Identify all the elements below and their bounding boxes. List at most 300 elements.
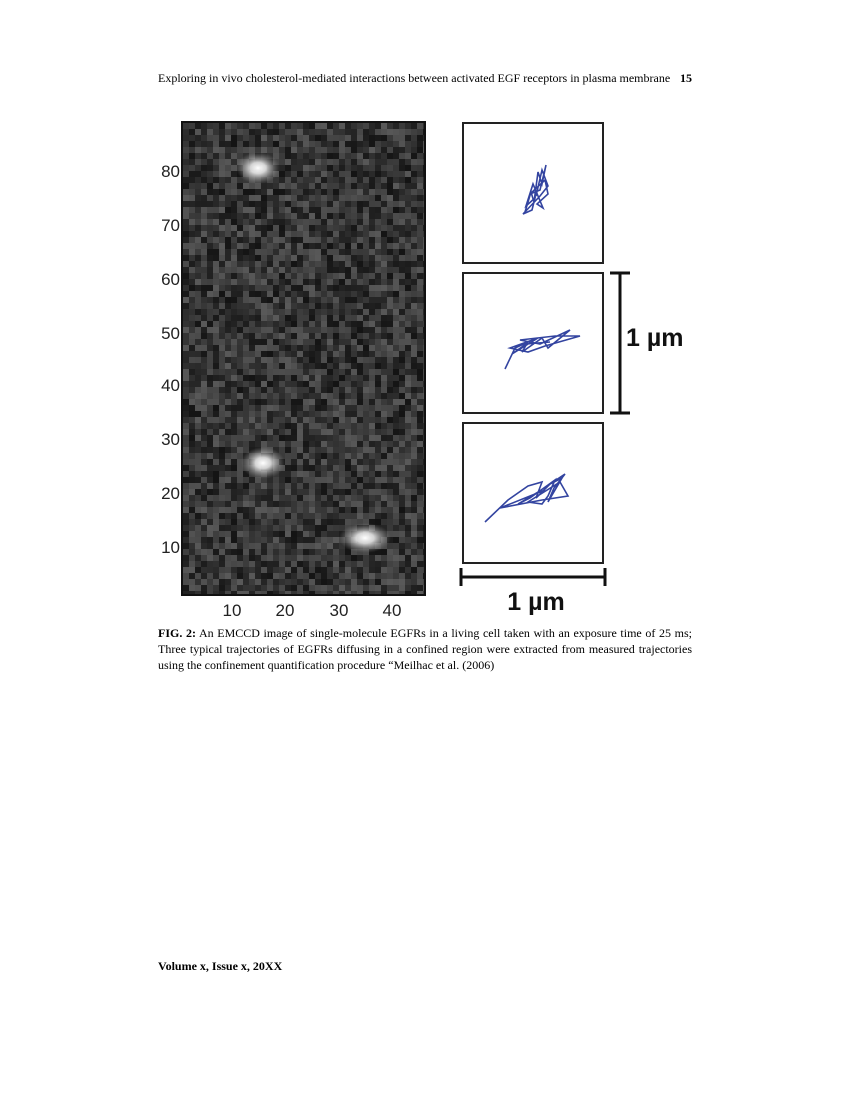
image-pixel bbox=[225, 567, 231, 573]
image-pixel bbox=[321, 375, 327, 381]
image-pixel bbox=[375, 357, 381, 363]
image-pixel bbox=[297, 327, 303, 333]
image-pixel bbox=[375, 339, 381, 345]
image-pixel bbox=[201, 183, 207, 189]
image-pixel bbox=[393, 399, 399, 405]
image-pixel bbox=[327, 507, 333, 513]
image-pixel bbox=[297, 453, 303, 459]
image-pixel bbox=[279, 123, 285, 129]
image-pixel bbox=[423, 537, 424, 543]
image-pixel bbox=[183, 465, 189, 471]
image-pixel bbox=[303, 537, 309, 543]
image-pixel bbox=[303, 345, 309, 351]
image-pixel bbox=[201, 225, 207, 231]
image-pixel bbox=[399, 567, 405, 573]
image-pixel bbox=[417, 495, 423, 501]
image-pixel bbox=[423, 555, 424, 561]
image-pixel bbox=[369, 225, 375, 231]
image-pixel bbox=[237, 591, 243, 594]
image-pixel bbox=[201, 417, 207, 423]
image-pixel bbox=[369, 219, 375, 225]
image-pixel bbox=[273, 189, 279, 195]
image-pixel bbox=[375, 453, 381, 459]
image-pixel bbox=[399, 543, 405, 549]
image-pixel bbox=[399, 327, 405, 333]
image-pixel bbox=[195, 303, 201, 309]
image-pixel bbox=[381, 357, 387, 363]
image-pixel bbox=[189, 303, 195, 309]
image-pixel bbox=[249, 531, 255, 537]
image-pixel bbox=[231, 441, 237, 447]
image-pixel bbox=[183, 573, 189, 579]
image-pixel bbox=[411, 375, 417, 381]
image-pixel bbox=[243, 321, 249, 327]
image-pixel bbox=[285, 345, 291, 351]
image-pixel bbox=[201, 543, 207, 549]
image-pixel bbox=[405, 147, 411, 153]
image-pixel bbox=[225, 363, 231, 369]
image-pixel bbox=[375, 435, 381, 441]
image-pixel bbox=[375, 177, 381, 183]
image-pixel bbox=[267, 495, 273, 501]
image-pixel bbox=[321, 531, 327, 537]
figure-2 bbox=[150, 110, 700, 625]
image-pixel bbox=[231, 591, 237, 594]
image-pixel bbox=[321, 237, 327, 243]
image-pixel bbox=[315, 171, 321, 177]
image-pixel bbox=[321, 141, 327, 147]
image-pixel bbox=[387, 567, 393, 573]
image-pixel bbox=[267, 279, 273, 285]
image-pixel bbox=[357, 471, 363, 477]
image-pixel bbox=[291, 429, 297, 435]
image-pixel bbox=[333, 417, 339, 423]
image-pixel bbox=[189, 453, 195, 459]
image-pixel bbox=[219, 315, 225, 321]
image-pixel bbox=[279, 573, 285, 579]
image-pixel bbox=[189, 507, 195, 513]
image-pixel bbox=[291, 135, 297, 141]
image-pixel bbox=[411, 147, 417, 153]
image-pixel bbox=[363, 153, 369, 159]
image-pixel bbox=[387, 549, 393, 555]
image-pixel bbox=[405, 459, 411, 465]
image-pixel bbox=[351, 435, 357, 441]
image-pixel bbox=[279, 435, 285, 441]
image-pixel bbox=[291, 465, 297, 471]
image-pixel bbox=[273, 423, 279, 429]
image-pixel bbox=[237, 135, 243, 141]
image-pixel bbox=[201, 525, 207, 531]
image-pixel bbox=[243, 231, 249, 237]
image-pixel bbox=[279, 525, 285, 531]
image-pixel bbox=[381, 387, 387, 393]
image-pixel bbox=[273, 267, 279, 273]
image-pixel bbox=[315, 381, 321, 387]
image-pixel bbox=[243, 147, 249, 153]
image-pixel bbox=[417, 471, 423, 477]
image-pixel bbox=[393, 231, 399, 237]
image-pixel bbox=[231, 519, 237, 525]
image-pixel bbox=[369, 231, 375, 237]
image-pixel bbox=[195, 309, 201, 315]
image-pixel bbox=[213, 189, 219, 195]
image-pixel bbox=[279, 411, 285, 417]
image-pixel bbox=[297, 591, 303, 594]
image-pixel bbox=[345, 489, 351, 495]
image-pixel bbox=[279, 357, 285, 363]
image-pixel bbox=[303, 219, 309, 225]
image-pixel bbox=[255, 381, 261, 387]
image-pixel bbox=[267, 555, 273, 561]
image-pixel bbox=[237, 231, 243, 237]
image-pixel bbox=[225, 411, 231, 417]
image-pixel bbox=[399, 393, 405, 399]
image-pixel bbox=[309, 453, 315, 459]
image-pixel bbox=[351, 411, 357, 417]
image-pixel bbox=[195, 405, 201, 411]
image-pixel bbox=[423, 213, 424, 219]
image-pixel bbox=[267, 375, 273, 381]
image-pixel bbox=[303, 279, 309, 285]
image-pixel bbox=[303, 465, 309, 471]
image-pixel bbox=[201, 249, 207, 255]
image-pixel bbox=[225, 309, 231, 315]
image-pixel bbox=[207, 483, 213, 489]
image-pixel bbox=[201, 333, 207, 339]
image-pixel bbox=[417, 411, 423, 417]
image-pixel bbox=[357, 333, 363, 339]
image-pixel bbox=[321, 537, 327, 543]
image-pixel bbox=[405, 195, 411, 201]
image-pixel bbox=[351, 459, 357, 465]
image-pixel bbox=[225, 405, 231, 411]
image-pixel bbox=[237, 285, 243, 291]
image-pixel bbox=[351, 351, 357, 357]
image-pixel bbox=[369, 441, 375, 447]
image-pixel bbox=[381, 441, 387, 447]
image-pixel bbox=[291, 495, 297, 501]
image-pixel bbox=[321, 129, 327, 135]
image-pixel bbox=[273, 501, 279, 507]
image-pixel bbox=[291, 555, 297, 561]
image-pixel bbox=[357, 405, 363, 411]
image-pixel bbox=[249, 267, 255, 273]
image-pixel bbox=[417, 531, 423, 537]
image-pixel bbox=[201, 483, 207, 489]
image-pixel bbox=[315, 399, 321, 405]
image-pixel bbox=[369, 243, 375, 249]
image-pixel bbox=[183, 513, 189, 519]
image-pixel bbox=[207, 243, 213, 249]
image-pixel bbox=[195, 429, 201, 435]
image-pixel bbox=[321, 267, 327, 273]
image-pixel bbox=[225, 213, 231, 219]
image-pixel bbox=[357, 477, 363, 483]
image-pixel bbox=[417, 249, 423, 255]
image-pixel bbox=[237, 405, 243, 411]
image-pixel bbox=[261, 399, 267, 405]
image-pixel bbox=[243, 237, 249, 243]
image-pixel bbox=[267, 273, 273, 279]
image-pixel bbox=[369, 249, 375, 255]
image-pixel bbox=[183, 135, 189, 141]
image-pixel bbox=[291, 525, 297, 531]
image-pixel bbox=[237, 207, 243, 213]
image-pixel bbox=[423, 579, 424, 585]
image-pixel bbox=[231, 159, 237, 165]
image-pixel bbox=[291, 255, 297, 261]
image-pixel bbox=[207, 525, 213, 531]
image-pixel bbox=[369, 315, 375, 321]
image-pixel bbox=[249, 291, 255, 297]
image-pixel bbox=[405, 279, 411, 285]
image-pixel bbox=[351, 291, 357, 297]
image-pixel bbox=[345, 159, 351, 165]
image-pixel bbox=[309, 411, 315, 417]
image-pixel bbox=[399, 477, 405, 483]
image-pixel bbox=[309, 303, 315, 309]
image-pixel bbox=[345, 243, 351, 249]
image-pixel bbox=[291, 171, 297, 177]
image-pixel bbox=[387, 123, 393, 129]
image-pixel bbox=[309, 147, 315, 153]
image-pixel bbox=[423, 135, 424, 141]
image-pixel bbox=[423, 435, 424, 441]
image-pixel bbox=[387, 465, 393, 471]
image-pixel bbox=[237, 387, 243, 393]
image-pixel bbox=[261, 309, 267, 315]
image-pixel bbox=[327, 393, 333, 399]
image-pixel bbox=[195, 507, 201, 513]
image-pixel bbox=[333, 339, 339, 345]
image-pixel bbox=[213, 519, 219, 525]
image-pixel bbox=[321, 195, 327, 201]
image-pixel bbox=[399, 471, 405, 477]
image-pixel bbox=[381, 171, 387, 177]
image-pixel bbox=[213, 495, 219, 501]
image-pixel bbox=[261, 321, 267, 327]
image-pixel bbox=[201, 447, 207, 453]
image-pixel bbox=[327, 525, 333, 531]
image-pixel bbox=[213, 177, 219, 183]
image-pixel bbox=[327, 405, 333, 411]
image-pixel bbox=[213, 315, 219, 321]
image-pixel bbox=[195, 315, 201, 321]
image-pixel bbox=[315, 543, 321, 549]
image-pixel bbox=[345, 201, 351, 207]
image-pixel bbox=[267, 345, 273, 351]
image-pixel bbox=[279, 351, 285, 357]
image-pixel bbox=[297, 147, 303, 153]
image-pixel bbox=[279, 129, 285, 135]
image-pixel bbox=[423, 249, 424, 255]
image-pixel bbox=[357, 561, 363, 567]
image-pixel bbox=[267, 363, 273, 369]
image-pixel bbox=[225, 327, 231, 333]
image-pixel bbox=[405, 495, 411, 501]
image-pixel bbox=[387, 459, 393, 465]
image-pixel bbox=[315, 207, 321, 213]
image-pixel bbox=[225, 183, 231, 189]
image-pixel bbox=[315, 591, 321, 594]
image-pixel bbox=[393, 417, 399, 423]
image-pixel bbox=[399, 285, 405, 291]
image-pixel bbox=[183, 129, 189, 135]
image-pixel bbox=[423, 123, 424, 129]
image-pixel bbox=[357, 453, 363, 459]
image-pixel bbox=[411, 525, 417, 531]
image-pixel bbox=[267, 285, 273, 291]
image-pixel bbox=[273, 213, 279, 219]
image-pixel bbox=[339, 567, 345, 573]
image-pixel bbox=[189, 495, 195, 501]
image-pixel bbox=[351, 579, 357, 585]
image-pixel bbox=[339, 219, 345, 225]
image-pixel bbox=[357, 567, 363, 573]
image-pixel bbox=[357, 387, 363, 393]
image-pixel bbox=[351, 561, 357, 567]
image-pixel bbox=[285, 177, 291, 183]
image-pixel bbox=[327, 549, 333, 555]
image-pixel bbox=[369, 291, 375, 297]
image-pixel bbox=[411, 537, 417, 543]
image-pixel bbox=[255, 267, 261, 273]
image-pixel bbox=[231, 213, 237, 219]
image-pixel bbox=[303, 435, 309, 441]
image-pixel bbox=[219, 387, 225, 393]
image-pixel bbox=[297, 213, 303, 219]
image-pixel bbox=[255, 555, 261, 561]
image-pixel bbox=[375, 171, 381, 177]
image-pixel bbox=[183, 321, 189, 327]
image-pixel bbox=[375, 297, 381, 303]
image-pixel bbox=[309, 135, 315, 141]
image-pixel bbox=[297, 405, 303, 411]
image-pixel bbox=[333, 531, 339, 537]
image-pixel bbox=[291, 261, 297, 267]
image-pixel bbox=[387, 339, 393, 345]
image-pixel bbox=[237, 585, 243, 591]
image-pixel bbox=[339, 141, 345, 147]
image-pixel bbox=[261, 303, 267, 309]
image-pixel bbox=[411, 495, 417, 501]
image-pixel bbox=[207, 159, 213, 165]
image-pixel bbox=[315, 351, 321, 357]
image-pixel bbox=[261, 219, 267, 225]
image-pixel bbox=[267, 261, 273, 267]
image-pixel bbox=[411, 513, 417, 519]
image-pixel bbox=[243, 345, 249, 351]
image-pixel bbox=[237, 483, 243, 489]
image-pixel bbox=[333, 387, 339, 393]
image-pixel bbox=[255, 375, 261, 381]
image-pixel bbox=[387, 327, 393, 333]
image-pixel bbox=[285, 303, 291, 309]
image-pixel bbox=[207, 153, 213, 159]
image-pixel bbox=[267, 381, 273, 387]
y-tick-label: 40 bbox=[161, 376, 180, 395]
image-pixel bbox=[411, 543, 417, 549]
image-pixel bbox=[237, 249, 243, 255]
image-pixel bbox=[363, 141, 369, 147]
image-pixel bbox=[249, 411, 255, 417]
image-pixel bbox=[321, 207, 327, 213]
image-pixel bbox=[309, 555, 315, 561]
image-pixel bbox=[291, 585, 297, 591]
image-pixel bbox=[399, 441, 405, 447]
image-pixel bbox=[195, 513, 201, 519]
image-pixel bbox=[291, 357, 297, 363]
x-tick-label: 10 bbox=[222, 601, 242, 620]
image-pixel bbox=[321, 345, 327, 351]
image-pixel bbox=[189, 267, 195, 273]
image-pixel bbox=[345, 513, 351, 519]
image-pixel bbox=[423, 567, 424, 573]
image-pixel bbox=[423, 243, 424, 249]
image-pixel bbox=[183, 411, 189, 417]
image-pixel bbox=[363, 171, 369, 177]
image-pixel bbox=[327, 285, 333, 291]
image-pixel bbox=[297, 141, 303, 147]
image-pixel bbox=[417, 513, 423, 519]
image-pixel bbox=[321, 333, 327, 339]
image-pixel bbox=[387, 561, 393, 567]
image-pixel bbox=[231, 363, 237, 369]
image-pixel bbox=[273, 123, 279, 129]
image-pixel bbox=[327, 417, 333, 423]
image-pixel bbox=[411, 381, 417, 387]
image-pixel bbox=[405, 237, 411, 243]
image-pixel bbox=[423, 159, 424, 165]
image-pixel bbox=[291, 405, 297, 411]
image-pixel bbox=[315, 183, 321, 189]
image-pixel bbox=[333, 255, 339, 261]
image-pixel bbox=[387, 405, 393, 411]
image-pixel bbox=[327, 519, 333, 525]
image-pixel bbox=[411, 477, 417, 483]
image-pixel bbox=[321, 471, 327, 477]
image-pixel bbox=[189, 345, 195, 351]
image-pixel bbox=[201, 393, 207, 399]
image-pixel bbox=[195, 465, 201, 471]
image-pixel bbox=[285, 477, 291, 483]
image-pixel bbox=[249, 579, 255, 585]
image-pixel bbox=[399, 249, 405, 255]
image-pixel bbox=[393, 429, 399, 435]
image-pixel bbox=[195, 561, 201, 567]
image-pixel bbox=[393, 249, 399, 255]
image-pixel bbox=[321, 441, 327, 447]
image-pixel bbox=[423, 153, 424, 159]
image-pixel bbox=[423, 315, 424, 321]
image-x-ticks bbox=[223, 601, 402, 620]
image-pixel bbox=[351, 219, 357, 225]
image-pixel bbox=[333, 441, 339, 447]
image-pixel bbox=[237, 261, 243, 267]
horizontal-scale-label: 1 µm bbox=[507, 588, 565, 616]
image-pixel bbox=[219, 159, 225, 165]
image-pixel bbox=[297, 471, 303, 477]
image-pixel bbox=[381, 585, 387, 591]
image-pixel bbox=[261, 195, 267, 201]
image-pixel bbox=[315, 159, 321, 165]
image-pixel bbox=[213, 585, 219, 591]
image-pixel bbox=[345, 333, 351, 339]
image-pixel bbox=[411, 429, 417, 435]
image-pixel bbox=[393, 387, 399, 393]
image-pixel bbox=[225, 507, 231, 513]
